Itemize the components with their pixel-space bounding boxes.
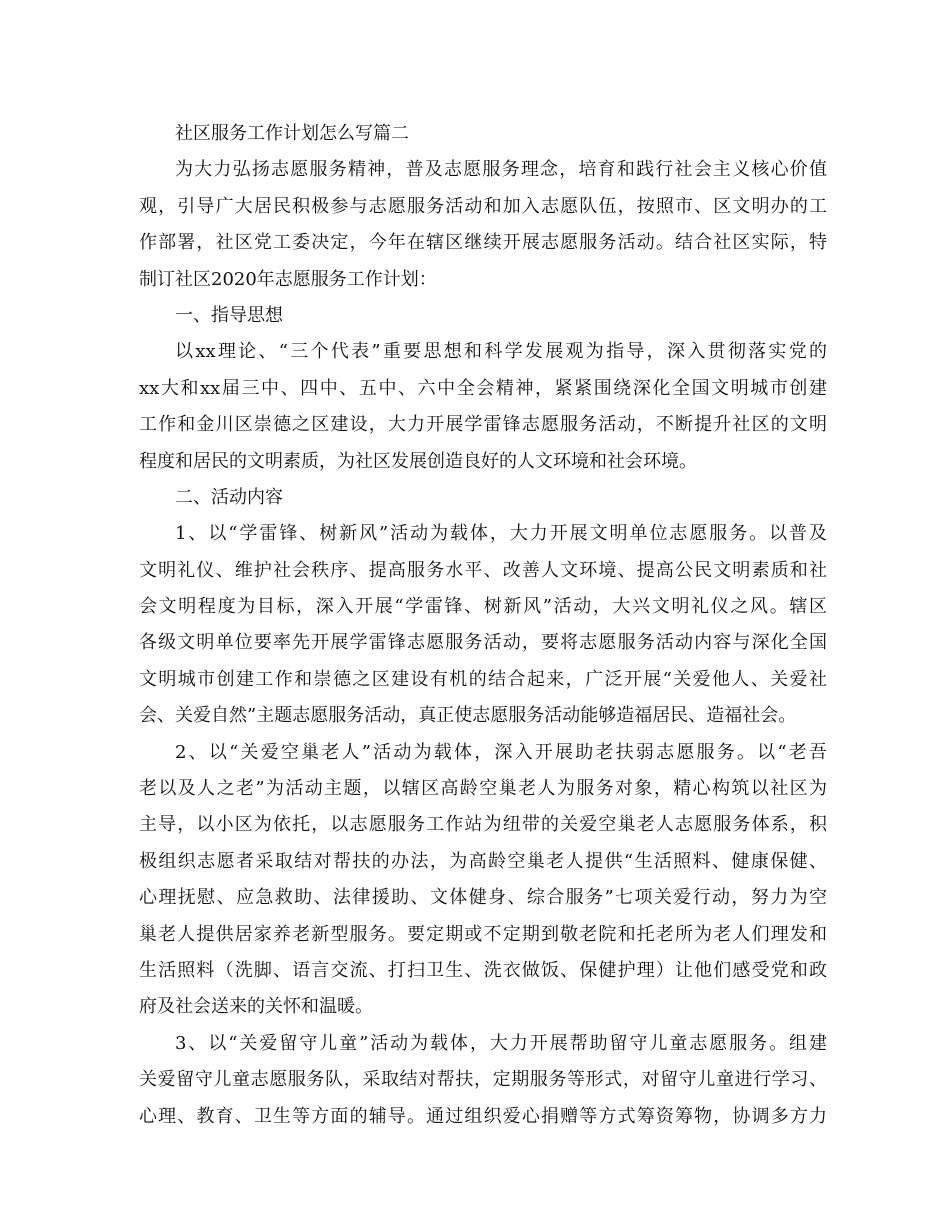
paragraph-line: 老以及人之老”为活动主题，以辖区高龄空巢老人为服务对象，精心构筑以社区为 [139, 778, 827, 800]
paragraph-line: 3、以“关爱留守儿童”活动为载体，大力开展帮助留守儿童志愿服务。组建 [175, 1032, 827, 1054]
paragraph-line: 关爱留守儿童志愿服务队，采取结对帮扶，定期服务等形式，对留守儿童进行学习、 [139, 1069, 827, 1091]
section-heading: 二、活动内容 [175, 486, 283, 508]
paragraph-line: 制订社区2020年志愿服务工作计划： [139, 268, 437, 290]
paragraph-line: 主导，以小区为依托，以志愿服务工作站为纽带的关爱空巢老人志愿服务体系，积 [139, 814, 827, 836]
paragraph-line: 会、关爱自然”主题志愿服务活动，真正使志愿服务活动能够造福居民、造福社会。 [139, 705, 797, 727]
paragraph-line: 生活照料（洗脚、语言交流、打扫卫生、洗衣做饭、保健护理）让他们感受党和政 [139, 959, 827, 981]
paragraph-line: 作部署，社区党工委决定，今年在辖区继续开展志愿服务活动。结合社区实际，特 [139, 232, 827, 254]
paragraph-line: 极组织志愿者采取结对帮扶的办法，为高龄空巢老人提供“生活照料、健康保健、 [139, 850, 827, 872]
paragraph-line: xx大和xx届三中、四中、五中、六中全会精神，紧紧围绕深化全国文明城市创建 [139, 377, 827, 399]
paragraph-line: 文明礼仪、维护社会秩序、提高服务水平、改善人文环境、提高公民文明素质和社 [139, 559, 827, 581]
paragraph-line: 工作和金川区崇德之区建设，大力开展学雷锋志愿服务活动，不断提升社区的文明 [139, 414, 827, 436]
paragraph-line: 1、以“学雷锋、树新风”活动为载体，大力开展文明单位志愿服务。以普及 [175, 523, 827, 545]
paragraph-line: 巢老人提供居家养老新型服务。要定期或不定期到敬老院和托老所为老人们理发和 [139, 923, 827, 945]
paragraph-line: 会文明程度为目标，深入开展“学雷锋、树新风”活动，大兴文明礼仪之风。辖区 [139, 596, 827, 618]
section-heading: 一、指导思想 [175, 304, 283, 326]
paragraph-line: 府及社会送来的关怀和温暖。 [139, 996, 373, 1018]
paragraph-line: 各级文明单位要率先开展学雷锋志愿服务活动，要将志愿服务活动内容与深化全国 [139, 632, 827, 654]
paragraph-line: 观，引导广大居民积极参与志愿服务活动和加入志愿队伍，按照市、区文明办的工 [139, 195, 827, 217]
section-title: 社区服务工作计划怎么写篇二 [175, 123, 409, 144]
paragraph-line: 为大力弘扬志愿服务精神，普及志愿服务理念，培育和践行社会主义核心价值 [175, 159, 827, 181]
paragraph-line: 2、以“关爱空巢老人”活动为载体，深入开展助老扶弱志愿服务。以“老吾 [175, 741, 827, 763]
paragraph-line: 以xx理论、“三个代表”重要思想和科学发展观为指导，深入贯彻落实党的 [175, 341, 827, 363]
paragraph-line: 心理抚慰、应急救助、法律援助、文体健身、综合服务”七项关爱行动，努力为空 [139, 887, 827, 909]
document-body [139, 116, 827, 1135]
paragraph-line: 程度和居民的文明素质，为社区发展创造良好的人文环境和社会环境。 [139, 450, 697, 472]
paragraph-line: 心理、教育、卫生等方面的辅导。通过组织爱心捐赠等方式筹资筹物，协调多方力 [139, 1105, 827, 1127]
paragraph-line: 文明城市创建工作和崇德之区建设有机的结合起来，广泛开展“关爱他人、关爱社 [139, 668, 827, 690]
